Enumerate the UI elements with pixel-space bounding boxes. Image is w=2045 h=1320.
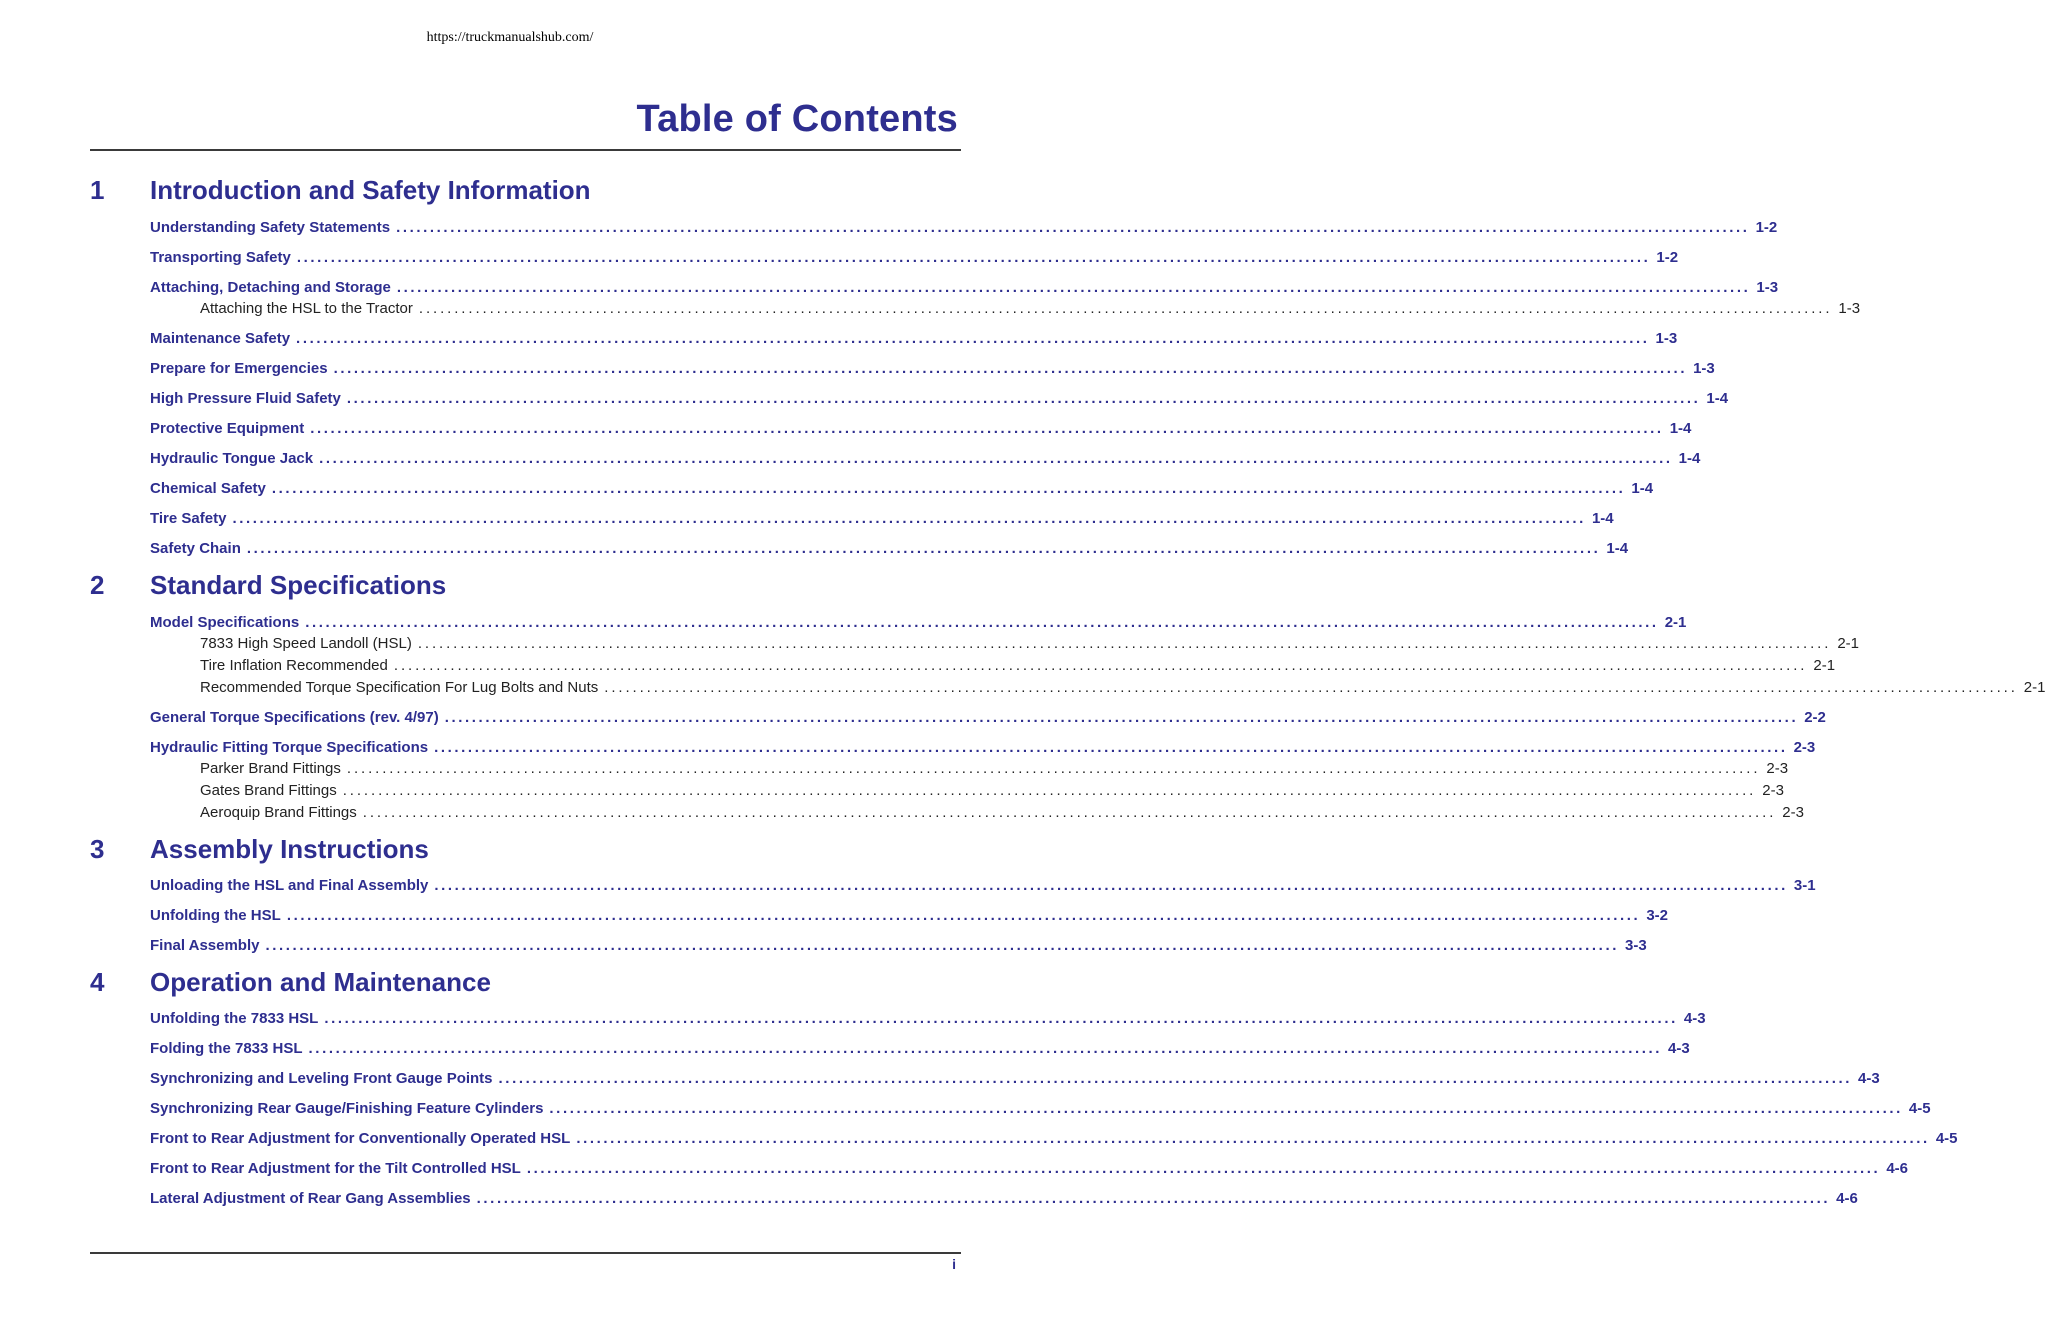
toc-entry[interactable] (150, 450, 1701, 470)
chapter-heading (90, 570, 910, 602)
dot-leader: ........................................................................................................................................................................................................ (576, 1130, 1930, 1147)
chapter-number: 4 (90, 967, 105, 997)
dot-leader: ........................................................................................................................................................................................................ (444, 709, 1799, 726)
toc-entry-label: Tire Safety (150, 510, 227, 527)
toc-entry[interactable] (150, 1040, 1690, 1060)
dot-leader: ........................................................................................................................................................................................................ (393, 657, 1808, 674)
toc-entry-label: Prepare for Emergencies (150, 360, 328, 377)
dot-leader: ........................................................................................................................................................................................................ (305, 614, 1659, 631)
toc-subentry[interactable] (200, 782, 1784, 802)
toc-entry[interactable] (150, 1010, 1706, 1030)
dot-leader: ........................................................................................................................................................................................................ (418, 300, 1833, 317)
toc-entry-page: 1-4 (1591, 510, 1614, 527)
toc-subentry-label: Recommended Torque Specification For Lug Bolts and Nuts (200, 679, 599, 696)
page-title: Table of Contents (636, 98, 958, 140)
chapter-heading (90, 967, 910, 999)
toc-entry-label: Folding the 7833 HSL (150, 1040, 303, 1057)
dot-leader: ........................................................................................................................................................................................................ (271, 480, 1626, 497)
dot-leader: ........................................................................................................................................................................................................ (434, 739, 1788, 756)
toc-entry[interactable] (150, 330, 1678, 350)
toc-entry[interactable] (150, 1100, 1931, 1120)
toc-entry[interactable] (150, 739, 1816, 759)
dot-leader: ........................................................................................................................................................................................................ (308, 1040, 1663, 1057)
toc-subentry-page: 2-3 (1782, 804, 1804, 821)
source-url: https://truckmanualshub.com/ (426, 30, 594, 45)
toc-entry[interactable] (150, 1070, 1880, 1090)
dot-leader: ........................................................................................................................................................................................................ (396, 279, 1751, 296)
toc-entry[interactable] (150, 1130, 1958, 1150)
toc-entry-label: Understanding Safety Statements (150, 219, 391, 236)
toc-entry[interactable] (150, 1190, 1858, 1210)
toc-entry-label: Hydraulic Fitting Torque Specifications (150, 739, 429, 756)
dot-leader: ........................................................................................................................................................................................................ (232, 510, 1586, 527)
toc-entry-page: 1-2 (1656, 249, 1679, 266)
toc-subentry[interactable] (200, 657, 1836, 677)
toc-entry-page: 1-4 (1669, 420, 1692, 437)
toc-entry-page: 4-5 (1935, 1130, 1958, 1147)
dot-leader: ........................................................................................................................................................................................................ (319, 450, 1673, 467)
toc-entry-page: 1-4 (1678, 450, 1701, 467)
toc-entry-page: 2-3 (1793, 739, 1816, 756)
toc-subentry[interactable] (200, 804, 1804, 824)
dot-leader: ........................................................................................................................................................................................................ (549, 1100, 1903, 1117)
toc-entry-page: 4-3 (1668, 1040, 1690, 1057)
toc-subentry[interactable] (200, 635, 1859, 655)
dot-leader: ........................................................................................................................................................................................................ (346, 760, 1761, 777)
toc-entry-page: 2-2 (1804, 709, 1826, 726)
toc-entry-page: 3-2 (1646, 907, 1668, 924)
toc-entry-page: 3-1 (1793, 877, 1816, 894)
toc-entry-page: 1-4 (1631, 480, 1654, 497)
chapter-title: Standard Specifications (150, 570, 447, 600)
dot-leader: ........................................................................................................................................................................................................ (476, 1190, 1831, 1207)
toc-entry-label: Lateral Adjustment of Rear Gang Assemblies (150, 1190, 471, 1207)
dot-leader: ........................................................................................................................................................................................................ (333, 360, 1688, 377)
toc-entry[interactable] (150, 709, 1826, 729)
footer-divider (90, 1252, 961, 1254)
toc-entry[interactable] (150, 937, 1647, 957)
dot-leader: ........................................................................................................................................................................................................ (346, 390, 1701, 407)
dot-leader: ........................................................................................................................................................................................................ (526, 1160, 1881, 1177)
chapter-title: Introduction and Safety Information (150, 175, 591, 205)
toc-subentry-page: 2-3 (1762, 782, 1784, 799)
toc-entry[interactable] (150, 390, 1729, 410)
toc-entry[interactable] (150, 614, 1687, 634)
toc-entry[interactable] (150, 219, 1778, 239)
toc-entry-label: Model Specifications (150, 614, 300, 631)
toc-entry-label: Protective Equipment (150, 420, 305, 437)
toc-entry[interactable] (150, 1160, 1909, 1180)
dot-leader: ........................................................................................................................................................................................................ (434, 877, 1788, 894)
toc-entry[interactable] (150, 249, 1679, 269)
chapter-number: 3 (90, 834, 105, 864)
dot-leader: ........................................................................................................................................................................................................ (362, 804, 1777, 821)
toc-entry-page: 2-1 (1664, 614, 1687, 631)
toc-entry[interactable] (150, 279, 1779, 299)
toc-subentry-page: 2-1 (1837, 635, 1859, 652)
toc-entry-page: 4-6 (1886, 1160, 1909, 1177)
toc-subentry-page: 1-3 (1838, 300, 1861, 317)
toc-subentry-page: 2-3 (1766, 760, 1789, 777)
toc-entry-label: Unloading the HSL and Final Assembly (150, 877, 429, 894)
toc-entry-page: 1-4 (1606, 540, 1629, 557)
dot-leader: ........................................................................................................................................................................................................ (296, 330, 1650, 347)
toc-entry-page: 1-2 (1755, 219, 1778, 236)
toc-entry-label: Synchronizing Rear Gauge/Finishing Feature Cylinders (150, 1100, 544, 1117)
toc-entry-label: Front to Rear Adjustment for the Tilt Controlled HSL (150, 1160, 521, 1177)
toc-subentry-label: Aeroquip Brand Fittings (200, 804, 357, 821)
toc-entry-label: Transporting Safety (150, 249, 291, 266)
dot-leader: ........................................................................................................................................................................................................ (296, 249, 1651, 266)
dot-leader: ........................................................................................................................................................................................................ (286, 907, 1641, 924)
footer-page-number: i (952, 1256, 956, 1272)
toc-entry-page: 4-5 (1908, 1100, 1931, 1117)
dot-leader: ........................................................................................................................................................................................................ (604, 679, 2018, 696)
toc-entry-page: 3-3 (1624, 937, 1647, 954)
toc-subentry-label: Attaching the HSL to the Tractor (200, 300, 413, 317)
dot-leader: ........................................................................................................................................................................................................ (246, 540, 1601, 557)
toc-entry-label: Hydraulic Tongue Jack (150, 450, 314, 467)
toc-entry-page: 1-4 (1706, 390, 1729, 407)
toc-entry-label: High Pressure Fluid Safety (150, 390, 341, 407)
toc-entry-label: Attaching, Detaching and Storage (150, 279, 391, 296)
chapter-heading (90, 834, 910, 866)
toc-entry-label: Unfolding the HSL (150, 907, 281, 924)
toc-entry[interactable] (150, 540, 1629, 560)
dot-leader: ........................................................................................................................................................................................................ (324, 1010, 1678, 1027)
chapter-number: 1 (90, 175, 105, 205)
dot-leader: ........................................................................................................................................................................................................ (498, 1070, 1853, 1087)
toc-entry[interactable] (150, 360, 1715, 380)
toc-entry-label: Final Assembly (150, 937, 260, 954)
dot-leader: ........................................................................................................................................................................................................ (342, 782, 1757, 799)
chapter-title: Assembly Instructions (150, 834, 429, 864)
dot-leader: ........................................................................................................................................................................................................ (396, 219, 1750, 236)
toc-entry-label: Maintenance Safety (150, 330, 291, 347)
toc-entry[interactable] (150, 480, 1654, 500)
toc-entry-page: 1-3 (1756, 279, 1779, 296)
toc-entry[interactable] (150, 420, 1692, 440)
toc-subentry-page: 2-1 (2023, 679, 2045, 696)
toc-entry-label: General Torque Specifications (rev. 4/97) (150, 709, 439, 726)
toc-subentry[interactable] (200, 760, 1789, 780)
dot-leader: ........................................................................................................................................................................................................ (417, 635, 1832, 652)
toc-subentry[interactable] (200, 679, 2045, 699)
toc-entry-label: Front to Rear Adjustment for Conventionally Operated HSL (150, 1130, 571, 1147)
toc-entry-label: Unfolding the 7833 HSL (150, 1010, 319, 1027)
toc-subentry[interactable] (200, 300, 1861, 320)
toc-entry-label: Synchronizing and Leveling Front Gauge Points (150, 1070, 493, 1087)
toc-entry-page: 4-6 (1836, 1190, 1858, 1207)
chapter-title: Operation and Maintenance (150, 967, 491, 997)
toc-subentry-label: Parker Brand Fittings (200, 760, 341, 777)
toc-entry-page: 4-3 (1858, 1070, 1880, 1087)
dot-leader: ........................................................................................................................................................................................................ (310, 420, 1664, 437)
toc-entry[interactable] (150, 877, 1816, 897)
toc-entry-label: Safety Chain (150, 540, 241, 557)
toc-entry[interactable] (150, 510, 1614, 530)
toc-entry-page: 1-3 (1693, 360, 1715, 377)
toc-subentry-label: Tire Inflation Recommended (200, 657, 388, 674)
toc-entry-page: 4-3 (1683, 1010, 1706, 1027)
toc-entry-page: 1-3 (1655, 330, 1678, 347)
chapter-heading (90, 175, 910, 207)
toc-subentry-label: 7833 High Speed Landoll (HSL) (200, 635, 412, 652)
toc-entry-label: Chemical Safety (150, 480, 266, 497)
chapter-number: 2 (90, 570, 105, 600)
toc-subentry-page: 2-1 (1813, 657, 1836, 674)
toc-subentry-label: Gates Brand Fittings (200, 782, 337, 799)
dot-leader: ........................................................................................................................................................................................................ (265, 937, 1619, 954)
toc-entry[interactable] (150, 907, 1668, 927)
